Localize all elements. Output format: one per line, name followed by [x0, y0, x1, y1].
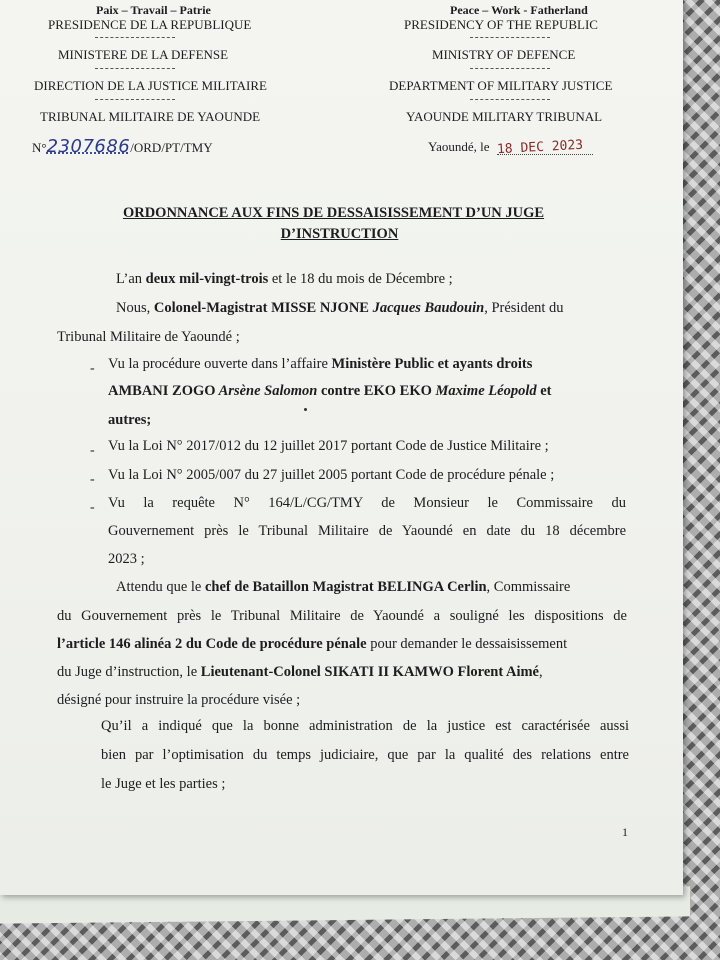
tribunal-en: YAOUNDE MILITARY TRIBUNAL [406, 109, 603, 124]
divider [95, 99, 175, 100]
text-bold-italic: Jacques Baudouin [368, 300, 485, 316]
date-field [496, 137, 593, 158]
date-line [428, 137, 593, 158]
text-bold: et [536, 383, 552, 399]
attendu-line4 [57, 665, 543, 680]
attendu-line1 [116, 580, 570, 595]
text: L’an [116, 271, 146, 287]
text-bold: Ministère Public et ayants droits [331, 356, 533, 372]
document-title-line1: ORDONNANCE AUX FINS DE DESSAISISSEMENT D’UN JUGE [122, 205, 545, 221]
vu-loi-2005: Vu la Loi N° 2005/007 du 27 juillet 2005 portant Code de procédure pénale ; [108, 467, 555, 483]
vu-requete-line1: Vu la requête N° 164/L/CG/TMY de Monsieur le Commissaire du [108, 495, 626, 511]
vu-procedure-line1 [108, 357, 532, 372]
ref-suffix: /ORD/PT/TMY [130, 140, 213, 155]
ink-dot [304, 408, 307, 411]
text: et le 18 du mois de Décembre ; [268, 271, 453, 287]
place-label: Yaoundé, le [428, 139, 490, 154]
attendu-line3 [57, 637, 567, 652]
text: du Juge d’instruction, le [57, 664, 201, 680]
text-bold: MISSE NJONE [267, 300, 369, 316]
text-bold: Colonel-Magistrat [153, 300, 268, 316]
attendu-line5: désigné pour instruire la procédure visée ; [57, 692, 301, 708]
text-bold: l’article 146 alinéa 2 du Code de procédure pénale [57, 636, 367, 652]
date-stamp: 18 DEC 2023 [496, 137, 584, 158]
text-bold: chef de Bataillon Magistrat BELINGA Cerlin [205, 579, 487, 595]
divider [470, 68, 550, 69]
motto-en: Peace – Work - Fatherland [450, 3, 588, 17]
text: Vu la procédure ouverte dans l’affaire [108, 356, 332, 372]
quil-line1: Qu’il a indiqué que la bonne administration de la justice est caractérisée aussi [101, 718, 629, 734]
attendu-line2: du Gouvernement près le Tribunal Militaire de Yaoundé a souligné les dispositions de [57, 608, 627, 624]
presidency-fr: PRESIDENCE DE LA REPUBLIQUE [48, 17, 252, 32]
vu-requete-line3: 2023 ; [108, 551, 145, 567]
tribunal-fr: TRIBUNAL MILITAIRE DE YAOUNDE [40, 109, 261, 124]
text-bold: EKO EKO [363, 383, 432, 399]
page-number: 1 [622, 825, 628, 839]
divider [470, 37, 550, 38]
text-bold: contre [317, 383, 364, 399]
direction-en: DEPARTMENT OF MILITARY JUSTICE [389, 78, 613, 93]
text: Nous, [116, 300, 154, 316]
divider [95, 37, 175, 38]
text-bold-italic: Maxime Léopold [431, 383, 537, 399]
reference-number [32, 138, 213, 156]
bullet: - [90, 500, 95, 515]
direction-fr: DIRECTION DE LA JUSTICE MILITAIRE [34, 78, 267, 93]
bullet: - [90, 443, 95, 458]
ministry-fr: MINISTERE DE LA DEFENSE [58, 47, 229, 62]
vu-requete-line2: Gouvernement près le Tribunal Militaire de Yaoundé en date du 18 décembre [108, 523, 626, 539]
text-bold: AMBANI ZOGO [108, 383, 216, 399]
paragraph-date [116, 272, 453, 287]
quil-line3: le Juge et les parties ; [101, 776, 226, 792]
text-bold: deux mil-vingt-trois [145, 271, 269, 287]
bullet: - [90, 472, 95, 487]
text-bold-italic: Arsène Salomon [215, 383, 318, 399]
vu-loi-2017: Vu la Loi N° 2017/012 du 12 juillet 2017 portant Code de Justice Militaire ; [108, 438, 549, 454]
paragraph-president-line2: Tribunal Militaire de Yaoundé ; [57, 329, 240, 345]
text: pour demander le dessaisissement [366, 636, 568, 652]
motto-fr: Paix – Travail – Patrie [96, 3, 211, 17]
ref-prefix: N° [32, 140, 47, 155]
divider [95, 68, 175, 69]
presidency-en: PRESIDENCY OF THE REPUBLIC [404, 17, 598, 32]
text: , [538, 664, 543, 680]
text-bold: Lieutenant-Colonel SIKATI II KAMWO Florent Aimé [200, 664, 539, 680]
vu-procedure-line3: autres; [108, 412, 152, 428]
paragraph-president [116, 301, 564, 316]
text: , Commissaire [486, 579, 571, 595]
bullet: - [90, 361, 95, 376]
text: , Président du [484, 300, 564, 316]
document-title-line2: D’INSTRUCTION [280, 226, 399, 242]
ministry-en: MINISTRY OF DEFENCE [432, 47, 576, 62]
quil-line2: bien par l’optimisation du temps judiciaire, que par la qualité des relations entre [101, 747, 629, 763]
text: Attendu que le [116, 579, 205, 595]
vu-procedure-line2 [108, 384, 552, 399]
divider [470, 99, 550, 100]
handwritten-ref-number: 2307686 [46, 136, 131, 157]
